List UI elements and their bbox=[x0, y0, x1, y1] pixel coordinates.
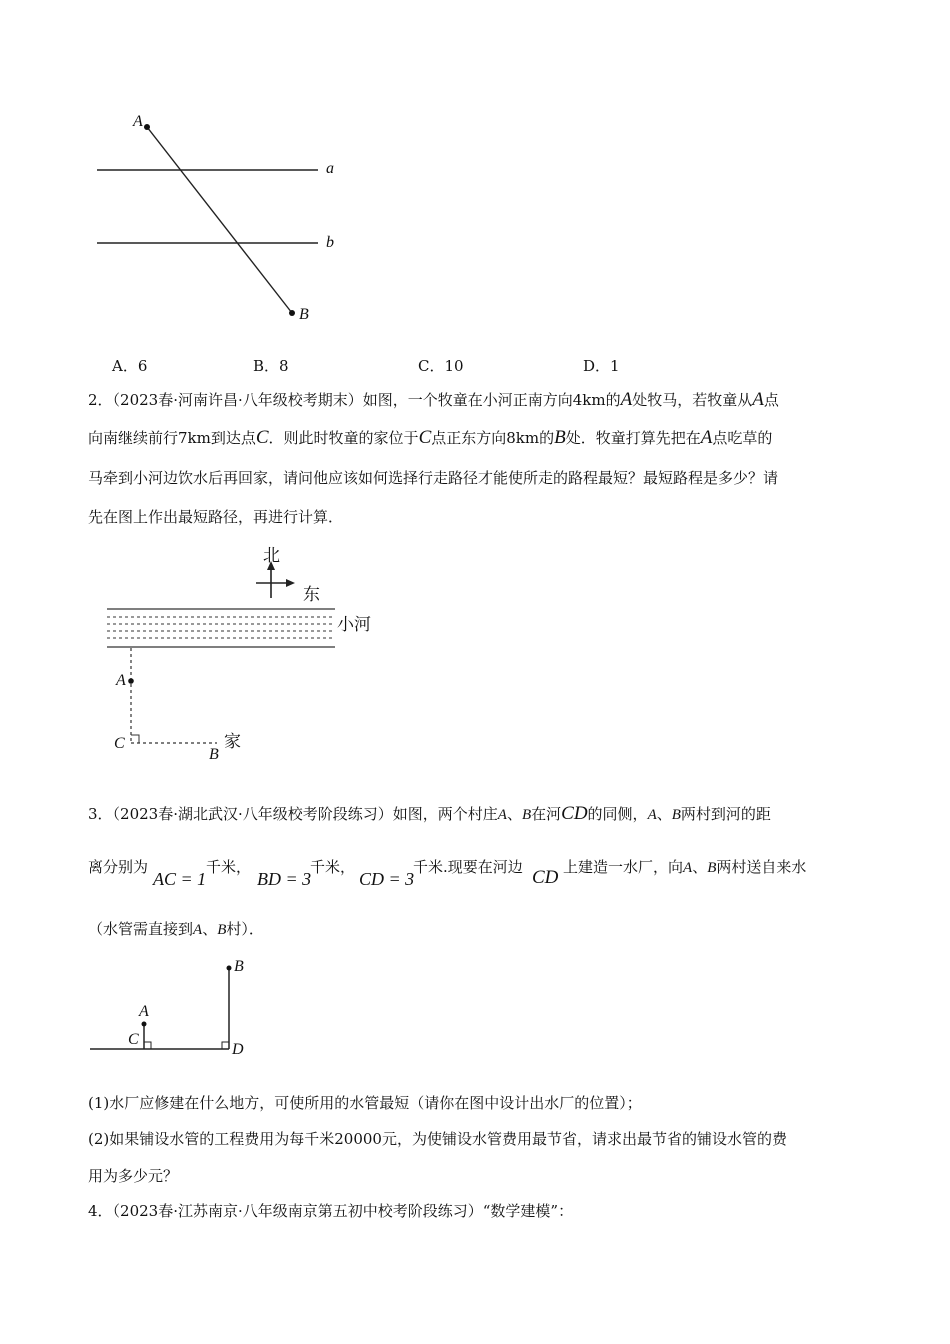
q2-text: 处．牧童打算先把在 bbox=[565, 429, 701, 447]
q3-text: 、 bbox=[202, 920, 218, 938]
q3-var: B bbox=[671, 807, 681, 823]
q3-var: A bbox=[683, 860, 693, 876]
q3-unit-2: 千米， bbox=[310, 858, 356, 876]
q3-eq-ac: AC = 1 bbox=[153, 869, 207, 889]
option-d[interactable]: D．1 bbox=[583, 357, 620, 375]
q3-var: A bbox=[193, 922, 203, 938]
q2-text: 点 bbox=[763, 391, 779, 409]
q2-var: A bbox=[752, 389, 764, 410]
q4-line-1: 4．（2023春·江苏南京·八年级南京第五初中校考阶段练习）“数学建模”： bbox=[88, 1202, 574, 1220]
option-b[interactable]: B．8 bbox=[253, 357, 289, 375]
home-label: 家 bbox=[224, 732, 241, 752]
q3-text: 、 bbox=[506, 805, 522, 823]
compass-east-label: 东 bbox=[303, 585, 320, 605]
q3-text: 两村送自来水 bbox=[716, 858, 807, 876]
q2-var: C bbox=[418, 427, 432, 448]
q3-var: B bbox=[707, 860, 717, 876]
q3-unit-1: 千米， bbox=[206, 858, 252, 876]
figure3-point-c: C bbox=[128, 1031, 139, 1048]
q2-text: 点正东方向8km的 bbox=[431, 429, 555, 447]
q3-text: （水管需直接到 bbox=[88, 920, 194, 938]
figure3-point-a: A bbox=[139, 1003, 149, 1020]
q2-line-3: 马牵到小河边饮水后再回家，请问他应该如何选择行走路径才能使所走的路程最短？最短路程是多少？请 bbox=[88, 469, 779, 487]
q2-var: C bbox=[255, 427, 269, 448]
q3-text: 、 bbox=[692, 858, 708, 876]
q2-var: B bbox=[554, 427, 566, 448]
q2-text: 点吃草的 bbox=[712, 429, 773, 447]
q2-var: A bbox=[700, 427, 713, 448]
right-angle-d bbox=[222, 1042, 229, 1049]
q2-text: 向南继续前行7km到达点 bbox=[88, 429, 256, 447]
q2-text: ．则此时牧童的家位于 bbox=[268, 429, 419, 447]
q2-line-4: 先在图上作出最短路径，再进行计算． bbox=[88, 508, 344, 526]
q3-var-cd: CD bbox=[532, 867, 559, 888]
q3-sub-1: (1)水厂应修建在什么地方，可使所用的水管最短（请你在图中设计出水厂的位置）； bbox=[88, 1094, 642, 1112]
figure2-point-c: C bbox=[114, 735, 125, 752]
q3-var: B bbox=[521, 807, 532, 823]
q3-var: A bbox=[497, 807, 507, 823]
q3-text: 3．（2023春·湖北武汉·八年级校考阶段练习）如图，两个村庄 bbox=[88, 805, 498, 823]
figure2-point-a: A bbox=[116, 672, 126, 689]
q3-var: B bbox=[217, 922, 227, 938]
figure3-point-b: B bbox=[234, 958, 244, 975]
q3-text: 上建造一水厂，向 bbox=[563, 858, 684, 876]
river-label: 小河 bbox=[337, 615, 371, 635]
point-a-dot bbox=[142, 1022, 147, 1027]
q2-text: 2．（2023春·河南许昌·八年级校考期末）如图，一个牧童在小河正南方向4km的 bbox=[88, 391, 621, 409]
q3-text: 在河 bbox=[531, 805, 562, 823]
q3-eq-bd: BD = 3 bbox=[257, 869, 312, 889]
q3-text: 两村到河的距 bbox=[680, 805, 771, 823]
q3-text: 、 bbox=[656, 805, 672, 823]
figure3-point-d: D bbox=[232, 1041, 244, 1058]
right-angle-c bbox=[144, 1042, 151, 1049]
q2-text: 处牧马，若牧童从 bbox=[632, 391, 753, 409]
point-b-dot bbox=[227, 966, 232, 971]
option-a[interactable]: A．6 bbox=[112, 357, 148, 375]
figure1-line-a-label: a bbox=[326, 160, 334, 177]
q3-sub-2-line-2: 用为多少元？ bbox=[88, 1167, 179, 1185]
q3-line-2-prefix: 离分别为 bbox=[88, 858, 149, 876]
q2-var: A bbox=[620, 389, 633, 410]
compass-north-label: 北 bbox=[263, 546, 280, 566]
q3-unit-3: 千米.现要在河边 bbox=[413, 858, 523, 876]
option-c[interactable]: C．10 bbox=[418, 357, 464, 375]
q3-var: CD bbox=[561, 803, 588, 824]
q3-text: 的同侧， bbox=[587, 805, 648, 823]
q3-var: A bbox=[647, 807, 657, 823]
figure1-label-b: B bbox=[299, 306, 309, 323]
figure1-label-a: A bbox=[133, 113, 143, 130]
q3-eq-cd: CD = 3 bbox=[359, 869, 415, 889]
q3-text: 村）． bbox=[226, 920, 264, 938]
figure1-line-b-label: b bbox=[326, 234, 334, 251]
q3-sub-2-line-1: (2)如果铺设水管的工程费用为每千米20000元，为使铺设水管费用最节省，请求出最节省的铺设水管的费 bbox=[88, 1130, 787, 1148]
figure2-point-b: B bbox=[209, 746, 219, 763]
